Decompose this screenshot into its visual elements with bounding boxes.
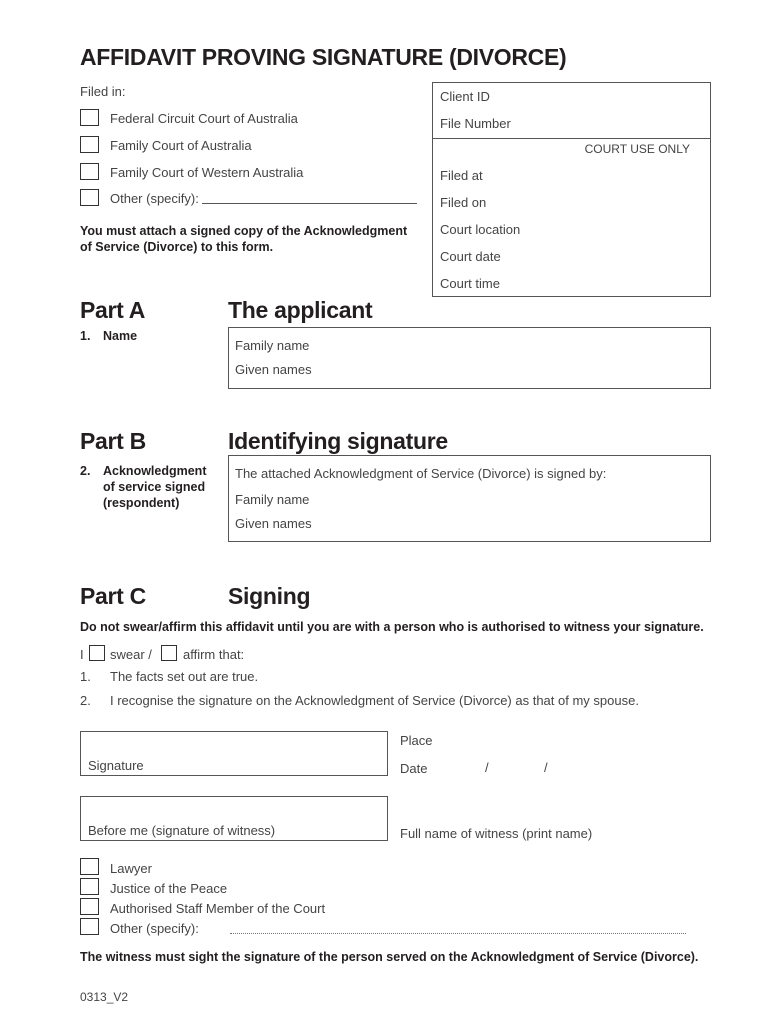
checkbox-lawyer[interactable] bbox=[80, 858, 99, 875]
checkbox-other-court[interactable] bbox=[80, 189, 99, 206]
witness-name-label: Full name of witness (print name) bbox=[400, 826, 593, 841]
applicant-family-name-label: Family name bbox=[235, 338, 310, 353]
statement-1-text: The facts set out are true. bbox=[110, 669, 259, 684]
date-separator: / bbox=[544, 760, 548, 775]
affirm-label: affirm that: bbox=[183, 647, 245, 662]
form-title: AFFIDAVIT PROVING SIGNATURE (DIVORCE) bbox=[80, 44, 567, 70]
checkbox-swear[interactable] bbox=[89, 645, 105, 661]
file-number-label: File Number bbox=[440, 116, 511, 131]
court-use-only-label: COURT USE ONLY bbox=[584, 142, 690, 156]
court-time-label: Court time bbox=[440, 276, 500, 291]
item-2-number: 2. bbox=[80, 464, 91, 478]
part-a-label: Part A bbox=[80, 297, 146, 323]
respondent-signature-box[interactable] bbox=[228, 455, 711, 542]
statement-2-text: I recognise the signature on the Acknowledgment of Service (Divorce) as that of my spouse. bbox=[110, 693, 639, 708]
form-code: 0313_V2 bbox=[80, 990, 129, 1004]
filed-on-label: Filed on bbox=[440, 195, 487, 210]
oath-i-label: I bbox=[80, 647, 84, 662]
witness-type-label: Lawyer bbox=[110, 861, 152, 876]
checkbox-affirm[interactable] bbox=[161, 645, 177, 661]
other-court-specify-line[interactable] bbox=[202, 203, 417, 204]
witness-warning: Do not swear/affirm this affidavit until you are with a person who is authorised to witness your signature. bbox=[80, 620, 704, 634]
item-2-label-line-2: of service signed bbox=[103, 480, 206, 494]
witness-signature-label: Before me (signature of witness) bbox=[88, 823, 276, 838]
part-b-heading: Identifying signature bbox=[228, 428, 448, 454]
court-box-divider bbox=[433, 138, 710, 139]
filed-in-label: Filed in: bbox=[80, 84, 126, 99]
item-1-number: 1. bbox=[80, 329, 91, 343]
statement-2-number: 2. bbox=[80, 693, 91, 708]
witness-type-label: Authorised Staff Member of the Court bbox=[110, 901, 326, 916]
court-location-label: Court location bbox=[440, 222, 521, 237]
part-c-label: Part C bbox=[80, 583, 146, 609]
filed-at-label: Filed at bbox=[440, 168, 483, 183]
date-separator: / bbox=[485, 760, 489, 775]
date-label: Date bbox=[400, 761, 428, 776]
checkbox-court-staff[interactable] bbox=[80, 898, 99, 915]
checkbox-justice-of-the-peace[interactable] bbox=[80, 878, 99, 895]
item-2-label-line-3: (respondent) bbox=[103, 496, 180, 510]
checkbox-family-court[interactable] bbox=[80, 136, 99, 153]
signature-label: Signature bbox=[88, 758, 144, 773]
applicant-given-names-label: Given names bbox=[235, 362, 312, 377]
checkbox-family-court-wa[interactable] bbox=[80, 163, 99, 180]
court-option-label: Other (specify): bbox=[110, 191, 199, 206]
deponent-signature-box[interactable] bbox=[80, 731, 388, 776]
respondent-intro-text: The attached Acknowledgment of Service (Divorce) is signed by: bbox=[235, 466, 607, 481]
witness-type-label: Other (specify): bbox=[110, 921, 199, 936]
court-use-box bbox=[432, 82, 711, 297]
place-label: Place bbox=[400, 733, 433, 748]
court-option-label: Federal Circuit Court of Australia bbox=[110, 111, 298, 126]
witness-notice: The witness must sight the signature of the person served on the Acknowledgment of Service (Divorce). bbox=[80, 950, 699, 964]
respondent-family-name-label: Family name bbox=[235, 492, 310, 507]
witness-type-label: Justice of the Peace bbox=[110, 881, 228, 896]
item-1-label: Name bbox=[103, 329, 138, 343]
other-witness-specify-line[interactable] bbox=[230, 933, 686, 934]
applicant-name-box[interactable] bbox=[228, 327, 711, 389]
part-a-heading: The applicant bbox=[228, 297, 373, 323]
witness-signature-box[interactable] bbox=[80, 796, 388, 841]
part-c-heading: Signing bbox=[228, 583, 311, 609]
item-2-label-line-1: Acknowledgment bbox=[103, 464, 207, 478]
checkbox-federal-circuit-court[interactable] bbox=[80, 109, 99, 126]
court-option-label: Family Court of Western Australia bbox=[110, 165, 304, 180]
statement-1-number: 1. bbox=[80, 669, 91, 684]
checkbox-other-witness[interactable] bbox=[80, 918, 99, 935]
attach-notice: You must attach a signed copy of the Acknowledgment of Service (Divorce) to this form. bbox=[80, 224, 408, 254]
respondent-given-names-label: Given names bbox=[235, 516, 312, 531]
client-id-label: Client ID bbox=[440, 89, 490, 104]
part-b-label: Part B bbox=[80, 428, 146, 454]
court-option-label: Family Court of Australia bbox=[110, 138, 252, 153]
swear-label: swear / bbox=[110, 647, 152, 662]
court-date-label: Court date bbox=[440, 249, 501, 264]
